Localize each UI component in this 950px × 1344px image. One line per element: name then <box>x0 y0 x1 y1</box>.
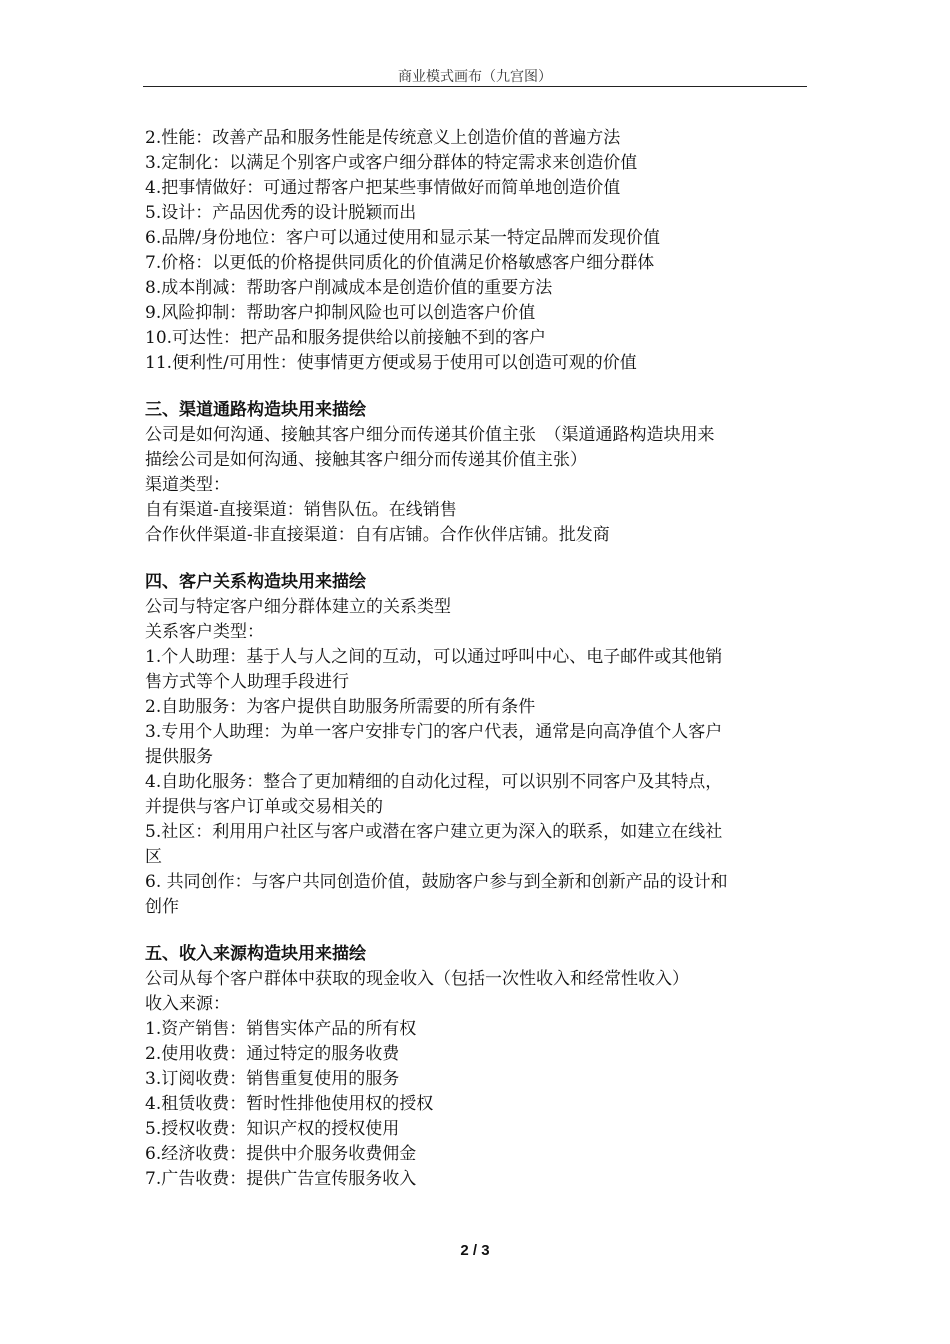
revenue-streams-section <box>145 942 809 1192</box>
paragraph-line: 并提供与客户订单或交易相关的 <box>145 797 383 817</box>
paragraph-line: 提供服务 <box>145 747 213 767</box>
section-heading: 四、客户关系构造块用来描绘 <box>145 572 366 592</box>
list-item: 8.成本削减：帮助客户削减成本是创造价值的重要方法 <box>145 278 553 298</box>
list-item: 3.定制化：以满足个别客户或客户细分群体的特定需求来创造价值 <box>145 153 638 173</box>
list-item: 6.品牌/身份地位：客户可以通过使用和显示某一特定品牌而发现价值 <box>145 228 660 248</box>
list-item: 10.可达性：把产品和服务提供给以前接触不到的客户 <box>145 328 547 348</box>
page-header-title: 商业模式画布（九宫图） <box>398 69 552 85</box>
paragraph-line: 3.专用个人助理：为单一客户安排专门的客户代表，通常是向高净值个人客户 <box>145 722 723 742</box>
paragraph-line: 合作伙伴渠道-非直接渠道：自有店铺。合作伙伴店铺。批发商 <box>145 525 610 545</box>
paragraph-line: 关系客户类型： <box>145 622 264 642</box>
paragraph-line: 6. 共同创作：与客户共同创造价值，鼓励客户参与到全新和创新产品的设计和 <box>145 872 728 892</box>
paragraph-line: 自有渠道-直接渠道：销售队伍。在线销售 <box>145 500 457 520</box>
paragraph-line: 描绘公司是如何沟通、接触其客户细分而传递其价值主张） <box>145 450 587 470</box>
paragraph-line: 6.经济收费：提供中介服务收费佣金 <box>145 1144 417 1164</box>
section-spacer <box>145 376 809 398</box>
section-spacer <box>145 548 809 570</box>
list-item: 7.价格：以更低的价格提供同质化的价值满足价格敏感客户细分群体 <box>145 253 655 273</box>
list-item: 11.便利性/可用性：使事情更方便或易于使用可以创造可观的价值 <box>145 353 637 373</box>
paragraph-line: 1.个人助理：基于人与人之间的互动，可以通过呼叫中心、电子邮件或其他销 <box>145 647 723 667</box>
paragraph-line: 公司从每个客户群体中获取的现金收入（包括一次性收入和经常性收入） <box>145 969 689 989</box>
paragraph-line: 5.授权收费：知识产权的授权使用 <box>145 1119 400 1139</box>
paragraph-line: 收入来源： <box>145 994 230 1014</box>
value-proposition-list <box>145 126 809 376</box>
paragraph-line: 创作 <box>145 897 179 917</box>
paragraph-line: 4.自助化服务：整合了更加精细的自动化过程，可以识别不同客户及其特点， <box>145 772 723 792</box>
document-body <box>145 126 809 1192</box>
list-item: 4.把事情做好：可通过帮客户把某些事情做好而简单地创造价值 <box>145 178 621 198</box>
section-heading: 三、渠道通路构造块用来描绘 <box>145 400 366 420</box>
paragraph-line: 7.广告收费：提供广告宣传服务收入 <box>145 1169 417 1189</box>
paragraph-line: 3.订阅收费：销售重复使用的服务 <box>145 1069 400 1089</box>
list-item: 2.性能：改善产品和服务性能是传统意义上创造价值的普遍方法 <box>145 128 621 148</box>
paragraph-line: 售方式等个人助理手段进行 <box>145 672 349 692</box>
section-spacer <box>145 920 809 942</box>
section-heading: 五、收入来源构造块用来描绘 <box>145 944 366 964</box>
paragraph-line: 2.使用收费：通过特定的服务收费 <box>145 1044 400 1064</box>
paragraph-line: 渠道类型： <box>145 475 230 495</box>
channels-section <box>145 398 809 548</box>
header-divider <box>143 86 807 87</box>
list-item: 5.设计：产品因优秀的设计脱颖而出 <box>145 203 417 223</box>
paragraph-line: 2.自助服务：为客户提供自助服务所需要的所有条件 <box>145 697 536 717</box>
customer-relationships-section <box>145 570 809 920</box>
paragraph-line: 公司是如何沟通、接触其客户细分而传递其价值主张 （渠道通路构造块用来 <box>145 425 715 445</box>
paragraph-line: 区 <box>145 847 162 867</box>
paragraph-line: 4.租赁收费：暂时性排他使用权的授权 <box>145 1094 434 1114</box>
list-item: 9.风险抑制：帮助客户抑制风险也可以创造客户价值 <box>145 303 536 323</box>
page-number: 2 / 3 <box>460 1242 490 1259</box>
paragraph-line: 1.资产销售：销售实体产品的所有权 <box>145 1019 417 1039</box>
paragraph-line: 5.社区：利用用户社区与客户或潜在客户建立更为深入的联系，如建立在线社 <box>145 822 723 842</box>
paragraph-line: 公司与特定客户细分群体建立的关系类型 <box>145 597 451 617</box>
